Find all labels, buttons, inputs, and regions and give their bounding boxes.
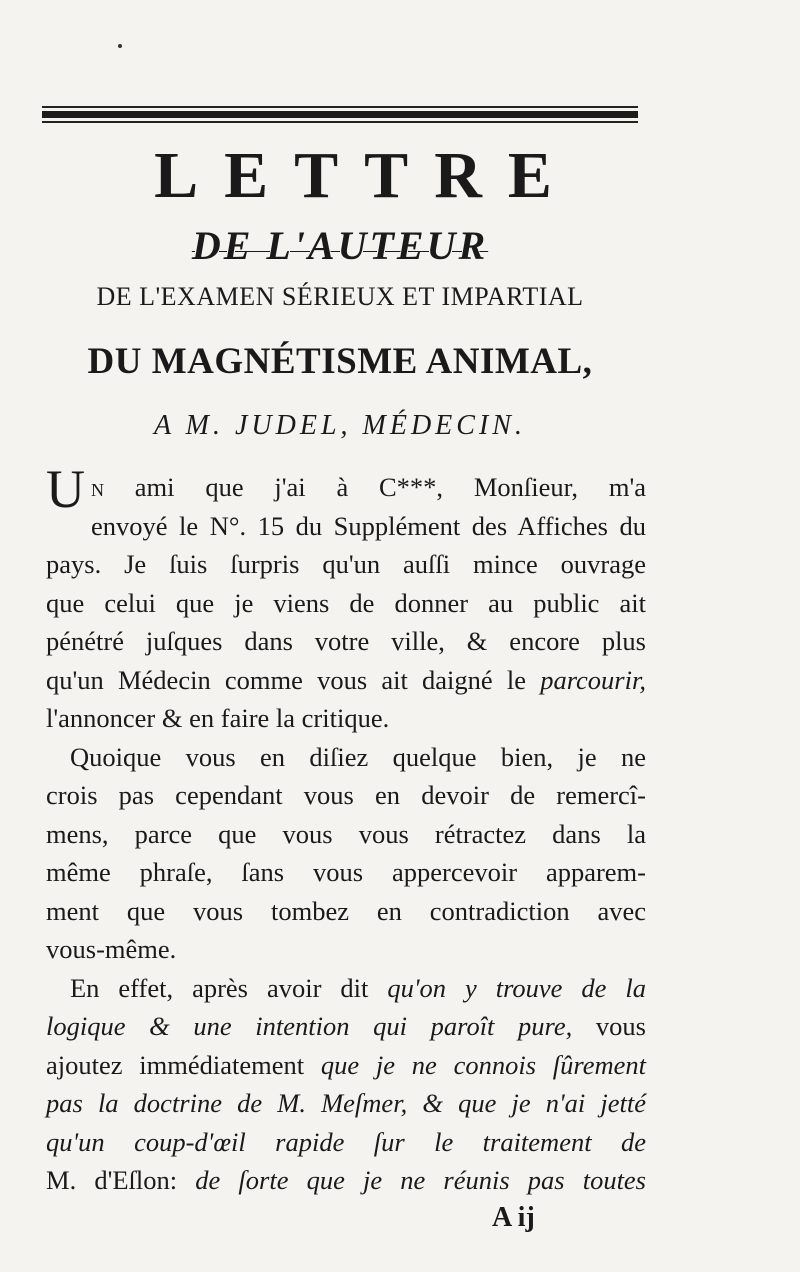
ink-speck: [118, 44, 122, 48]
text-line: vous-même.: [46, 934, 177, 964]
signature-mark: A ij: [492, 1202, 535, 1233]
text-line: pas la doctrine de M. Meſmer, & que je n'ai jetté: [46, 1088, 646, 1118]
drop-cap: U: [46, 459, 85, 519]
subtitle-author: DE L'AUTEUR: [191, 223, 489, 268]
text-line: envoyé le N°. 15 du Supplément des Affiches du: [91, 510, 646, 541]
text-line: même phraſe, ſans vous appercevoir apparem-: [46, 857, 646, 887]
text-line: crois pas cependant vous en devoir de remercî-: [46, 780, 646, 810]
header-rule: [42, 106, 638, 126]
page-title: LETTRE: [154, 139, 578, 212]
text-line: N ami que j'ai à C***, Monſieur, m'a: [91, 472, 646, 502]
letter-body: [46, 459, 647, 1200]
text-line: M. d'Eſlon: de ſorte que je ne réunis pas toutes: [46, 1165, 646, 1195]
text-line: ajoutez immédiatement que je ne connois ſûrement: [46, 1049, 646, 1080]
text-line: Quoique vous en diſiez quelque bien, je ne: [70, 741, 646, 772]
subtitle-magnetisme: DU MAGNÉTISME ANIMAL,: [87, 341, 593, 382]
text-line: ment que vous tombez en contradiction avec: [46, 895, 646, 926]
subtitle-examen: DE L'EXAMEN SÉRIEUX ET IMPARTIAL: [96, 282, 584, 311]
text-line: qu'un Médecin comme vous ait daigné le parcourir,: [46, 664, 646, 695]
text-line: l'annoncer & en faire la critique.: [46, 703, 390, 733]
subtitle-recipient: A M. JUDEL, MÉDECIN.: [154, 410, 526, 441]
text-line: logique & une intention qui paroît pure, vous: [46, 1011, 646, 1041]
text-line: que celui que je viens de donner au public ait: [46, 587, 646, 618]
text-line: pays. Je ſuis ſurpris qu'un auſſi mince ouvrage: [46, 549, 646, 579]
text-line: qu'un coup-d'œil rapide ſur le traitement de: [46, 1126, 646, 1157]
text-line: mens, parce que vous vous rétractez dans la: [46, 818, 646, 849]
text-line: En effet, après avoir dit qu'on y trouve de la: [70, 972, 647, 1003]
text-line: pénétré juſques dans votre ville, & encore plus: [46, 626, 646, 656]
